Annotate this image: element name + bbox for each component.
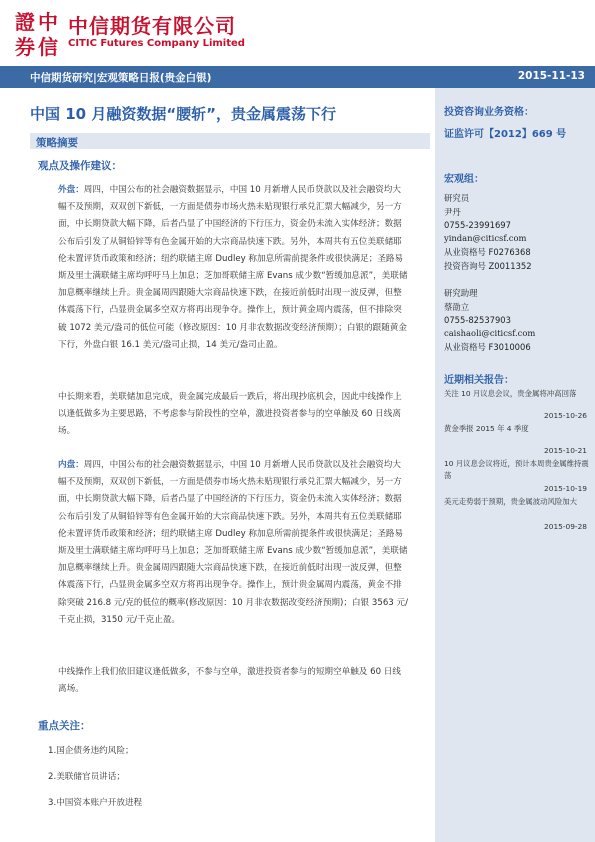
report-date-label: 2015-10-21 [544, 446, 587, 455]
assistant-email[interactable]: caishaoli@citicsf.com [444, 328, 536, 338]
company-name: 中信期货有限公司 [68, 14, 236, 38]
focus-item: 3.中国资本账户开放进程 [48, 798, 143, 808]
assistant-phone: 0755-82537903 [444, 315, 511, 325]
license-number: 证监许可【2012】669 号 [444, 129, 567, 140]
company-logo [12, 8, 62, 58]
report-date-label: 2015-10-19 [544, 484, 587, 493]
recent-reports-title: 近期相关报告： [444, 375, 514, 386]
assistant-qualification: 从业资格号 F3010006 [444, 342, 531, 352]
logo-glyph-2: 中 [38, 10, 58, 34]
outer-market-paragraph [58, 182, 408, 354]
analyst-phone: 0755-23991697 [444, 220, 511, 230]
license-title: 投资咨询业务资格： [444, 107, 534, 118]
analyst-email[interactable]: yindan@citicsf.com [444, 233, 527, 243]
assistant-name: 蔡劭立 [444, 302, 470, 312]
outer-market-label: 外盘： [58, 185, 84, 195]
inner-market-text: 周四，中国公布的社会融资数据显示，中国 10 月新增人民币贷款以及社会融资均大幅不及预期，双双创下新低，一方面是债券市场火热未贴现银行承兑汇票大幅减少，另一方面，中长期贷款大幅下降，后者凸显了中国经济的下行压力，资金仍未流入实体经济；数据公布后引发了从铜铅锌等有色金属开始的大宗商品快速下跌。另外，本周共有五位美联储耶伦未置评货币政策和经济；纽约联储主席 Dudley 称加息所需前提条件或很快满足；圣路易斯及里士满联储主席均呼吁马上加息；芝加哥联储主席 Evans 成少数“暂缓加息派”，美联储加息概率继续上升。贵金属周四跟随大宗商品快速下跌，在接近前低时出现一波反弹，但整体震荡下行，凸显贵金属多空双方将再出现争夺。操作上，预计贵金属周内震荡，黄金不排除突破 216.8 元/克的低位的概率(修改原因：10 月非农数据改变经济预期)；白银 3563 元/千克止损，3150 元/千克止盈。 [58, 460, 408, 625]
company-name-english: CITIC Futures Company Limited [68, 38, 245, 49]
views-heading: 观点及操作建议： [38, 160, 122, 172]
page-title: 中国 10 月融资数据“腰斩”，贵金属震荡下行 [30, 105, 337, 123]
inner-market-paragraph [58, 457, 408, 629]
analyst-name: 尹丹 [444, 207, 461, 217]
focus-item: 1.国企债务违约风险； [48, 746, 134, 756]
analyst-qualification: 从业资格号 F0276368 [444, 247, 531, 257]
logo-glyph-1: 證 [15, 10, 35, 34]
inner-market-label: 内盘： [58, 460, 84, 470]
report-series-title: 中信期货研究|宏观策略日报(贵金白银) [30, 72, 212, 84]
report-title-bar [0, 66, 595, 88]
assistant-role: 研究助理 [444, 288, 478, 298]
report-link[interactable]: 10 月议息会议将近，预计本周贵金属维持震荡 [444, 459, 589, 480]
logo-glyph-3: 券 [15, 35, 35, 58]
report-link[interactable]: 关注 10 月议息会议，贵金属将冲高回落 [444, 389, 577, 398]
analyst-role: 研究员 [444, 193, 470, 203]
summary-header-label: 策略摘要 [36, 137, 78, 149]
focus-item: 2.美联储官员讲话； [48, 772, 125, 782]
report-link[interactable]: 美元走势弱于预期，贵金属波动风险加大 [444, 497, 578, 506]
report-date-label: 2015-09-28 [544, 522, 587, 531]
logo-glyph-4: 信 [38, 35, 58, 58]
team-title: 宏观组： [444, 174, 484, 185]
summary-section-header [30, 133, 430, 149]
mid-line-paragraph: 中线操作上我们依旧建议逢低做多，不参与空单，激进投资者参与的短期空单触及 60 日线离场。 [58, 667, 401, 695]
report-link[interactable]: 黄金季报 2015 年 4 季度 [444, 424, 529, 433]
outer-market-text: 周四，中国公布的社会融资数据显示，中国 10 月新增人民币贷款以及社会融资均大幅不及预期，双双创下新低，一方面是债券市场火热未贴现银行承兑汇票大幅减少，另一方面，中长期贷款大幅下降，后者凸显了中国经济的下行压力，资金仍未流入实体经济；数据公布后引发了从铜铅锌等有色金属开始的大宗商品快速下跌。另外，本周共有五位美联储耶伦未置评货币政策和经济；纽约联储主席 Dudley 称加息所需前提条件或很快满足；圣路易斯及里士满联储主席均呼吁马上加息；芝加哥联储主席 Evans 成少数“暂缓加息派”，美联储加息概率继续上升。贵金属周四跟随大宗商品快速下跌，在接近前低时出现一波反弹，但整体震荡下行，凸显贵金属多空双方将再出现争夺。操作上，预计黄金周内震荡，但不排除突破 1072 美元/盎司的低位可能（修改原因：10 月非农数据改变经济预期）；白银的跟随黄金下行，外盘白银 16.1 美元/盎司止损，14 美元/盎司止盈。 [58, 185, 408, 350]
mid-long-paragraph: 中长期来看，美联储加息完成，贵金属完成最后一跌后，将出现抄底机会，因此中线操作上以逢低做多为主要思路，不考虑参与阶段性的空单，激进投资者参与的空单触及 60 日线离场。 [58, 392, 402, 437]
analyst-consulting-number: 投资咨询号 Z0011352 [444, 261, 532, 271]
focus-heading: 重点关注： [38, 720, 91, 732]
report-date: 2015-11-13 [517, 70, 585, 82]
report-date-label: 2015-10-26 [544, 411, 587, 420]
